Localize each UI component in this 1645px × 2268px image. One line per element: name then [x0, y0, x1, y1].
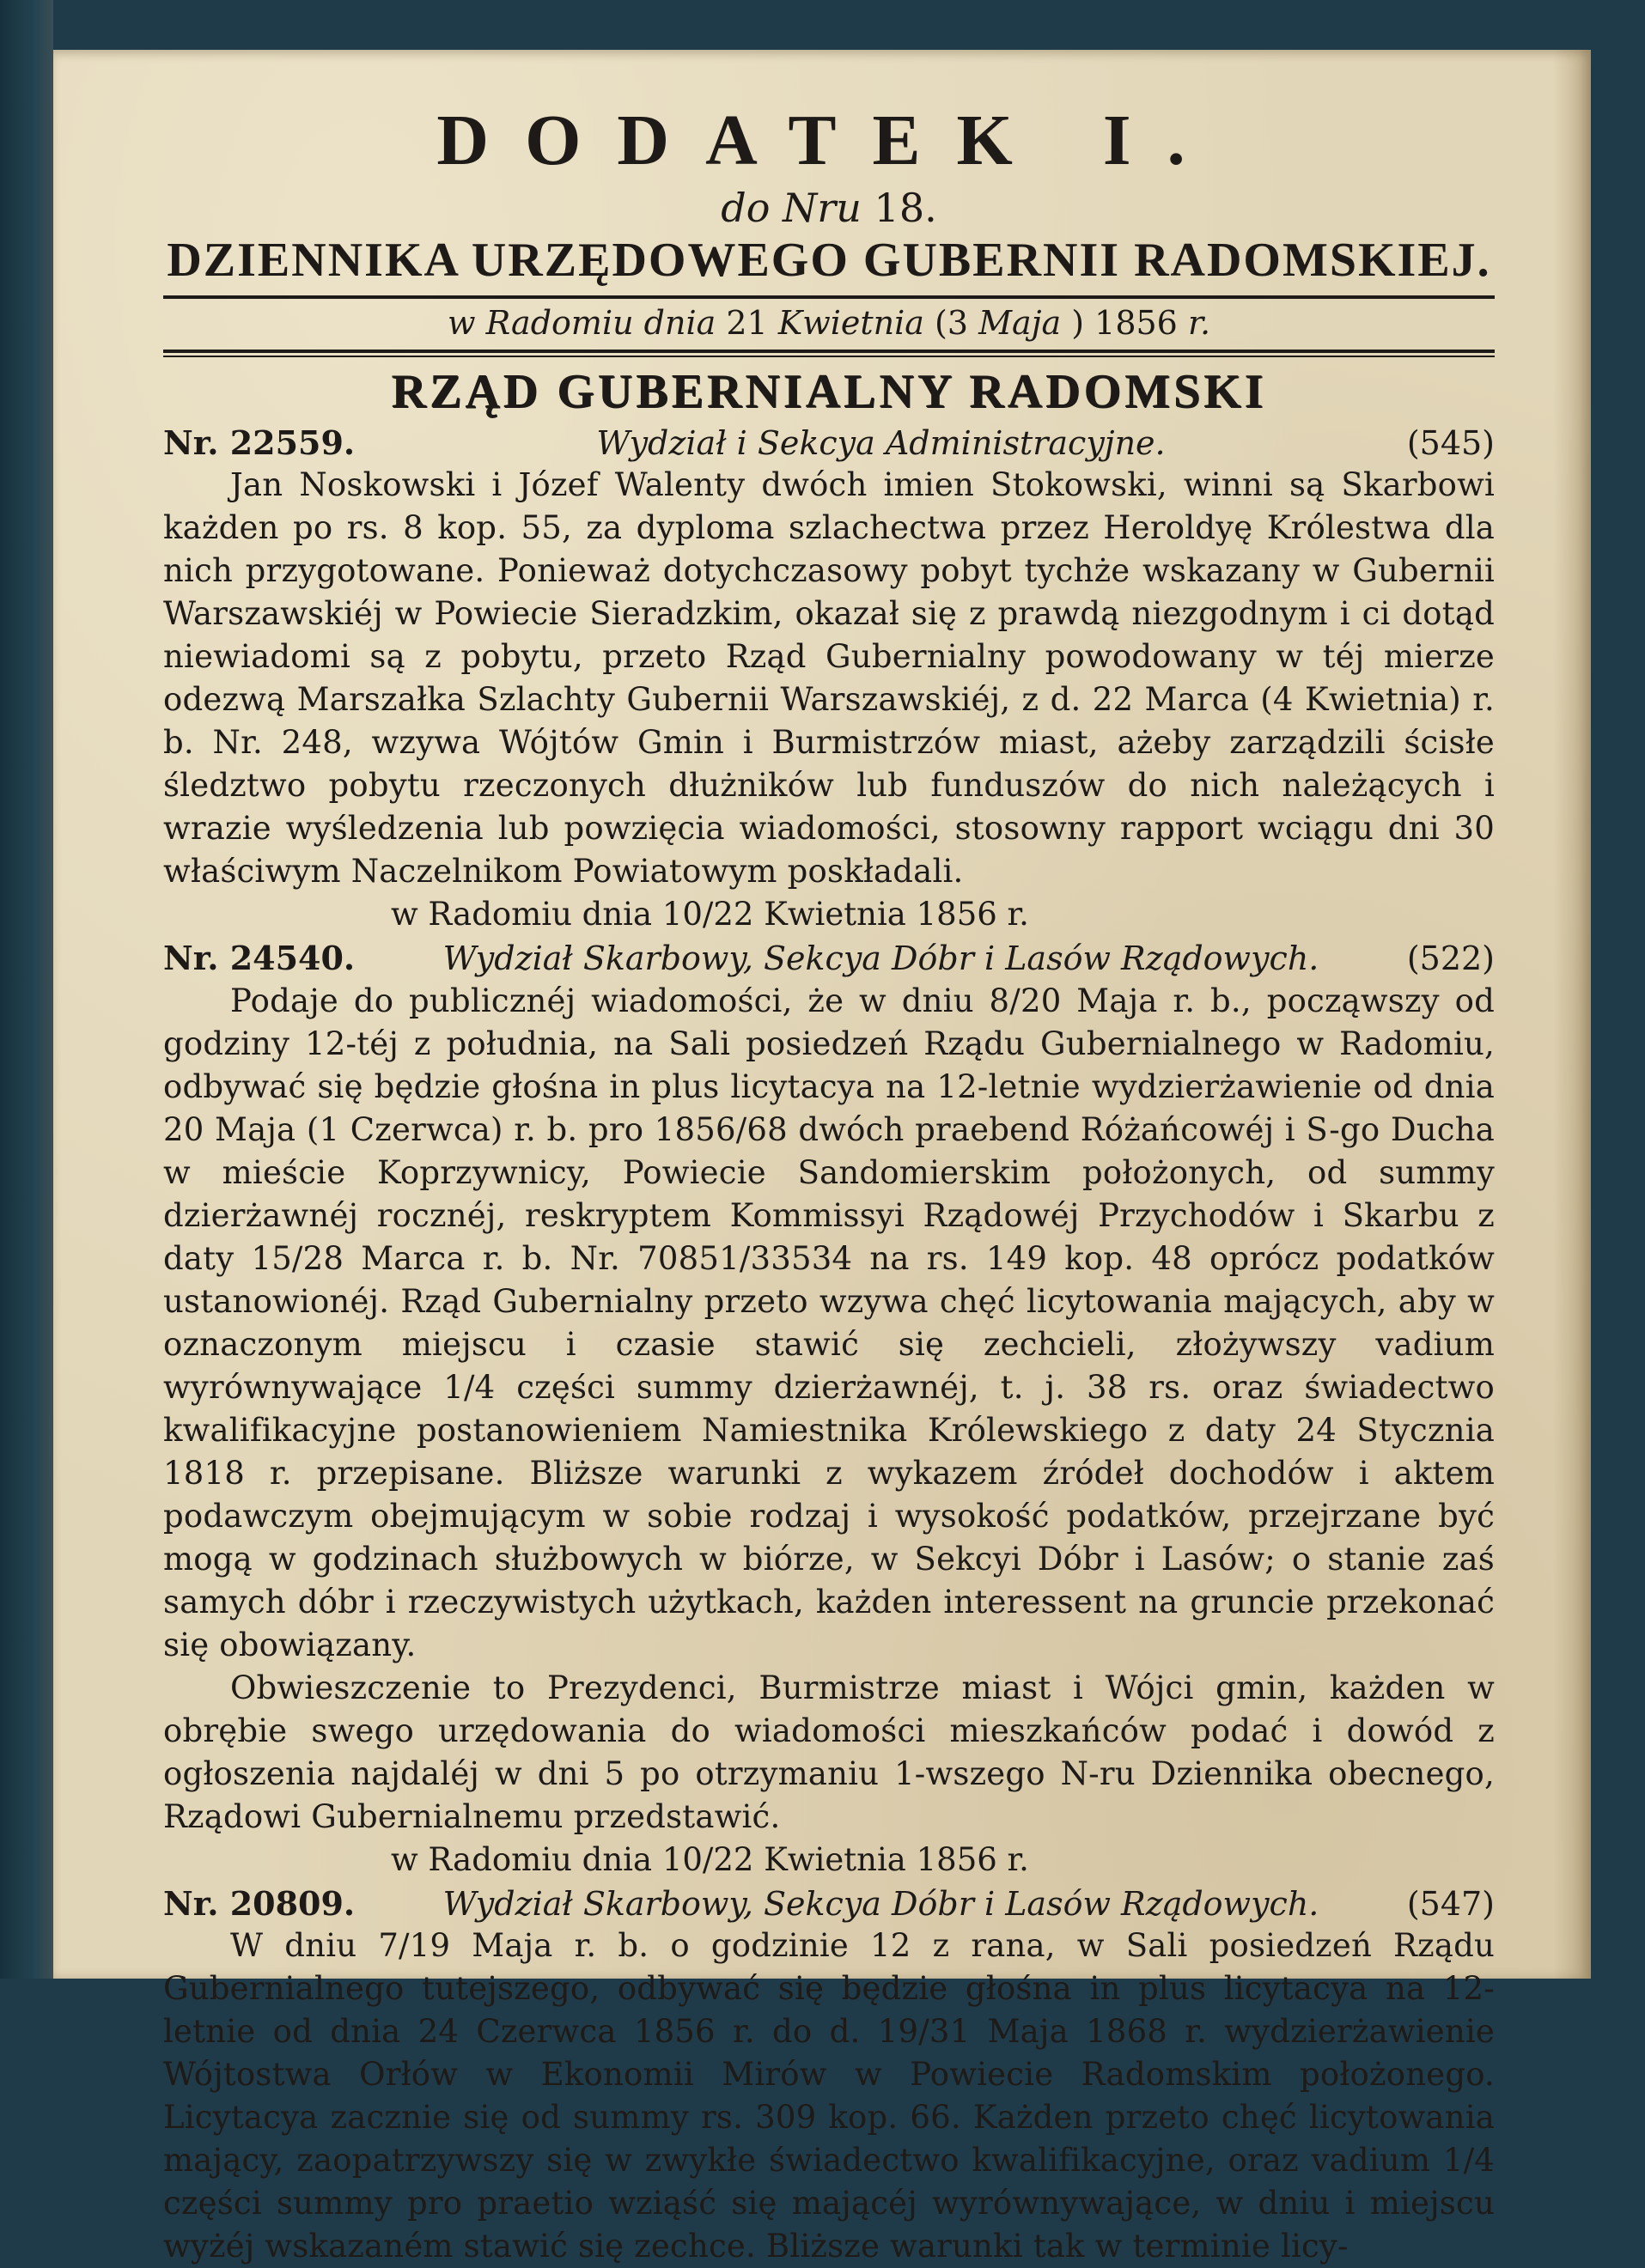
notice-place-date: w Radomiu dnia 10/22 Kwietnia 1856 r.	[391, 896, 1029, 933]
dateline-day: 21	[726, 303, 768, 342]
issue-dateline	[163, 304, 1495, 344]
page-content	[163, 101, 1495, 2268]
dateline-suffix: r.	[1187, 303, 1211, 342]
notice-reference: (547)	[1406, 1884, 1495, 1923]
notice-paragraph: Obwieszczenie to Prezydenci, Burmistrze miast i Wójci gmin, każden w obrębie swego urzędowania do wiadomości mieszkańców podać i dowód z ogłoszenia najdaléj w dni 5 po otrzymaniu 1-wszego N-ru Dziennika obecnego, Rządowi Gubernialnemu przedstawić.	[163, 1669, 1495, 1835]
notice-place-date: w Radomiu dnia 10/22 Kwietnia 1856 r.	[391, 1840, 1029, 1878]
issue-prefix: do Nru	[721, 185, 862, 232]
book-spine	[0, 0, 53, 1979]
notice-number: Nr. 22559.	[163, 423, 356, 462]
notice	[163, 1883, 1495, 2268]
dateline-year: ) 1856	[1071, 303, 1178, 342]
issue-number: 18.	[874, 185, 937, 232]
notice-body	[163, 980, 1495, 1839]
notice-department: Wydział Skarbowy, Sekcya Dóbr i Lasów Rządowych.	[442, 1884, 1319, 1923]
gazette-page	[53, 50, 1591, 2265]
notice-body	[163, 464, 1495, 893]
notice-paragraph: W dniu 7/19 Maja r. b. o godzinie 12 z rana, w Sali posiedzeń Rządu Gubernialnego tutejszego, odbywać się będzie głośna in plus licytacya na 12-letnie od dnia 24 Czerwca 1856 r. do d. 19/31 Maja 1868 r. wydzierżawienie Wójtostwa Orłów w Ekonomii Mirów w Powiecie Radomskim położonego. Licytacya zacznie się od summy rs. 309 kop. 66. Każden przeto chęć licytowania mający, zaopatrzywszy się w zwykłe świadectwo kwalifikacyjne, oraz vadium 1/4 części summy pro praetio wziąść się mającéj wyrównywające, w dniu i miejscu wyżéj wskazaném stawić się zechce. Bliższe warunki tak w terminie licy-	[163, 1927, 1495, 2265]
issue-number-line	[163, 185, 1495, 231]
notice-reference: (522)	[1406, 939, 1495, 978]
supplement-title: DODATEK I.	[436, 100, 1222, 180]
notice-department: Wydział Skarbowy, Sekcya Dóbr i Lasów Rządowych.	[442, 939, 1319, 978]
masthead-rule-bottom	[163, 350, 1495, 353]
notice-number: Nr. 20809.	[163, 1883, 356, 1923]
notice-body	[163, 1924, 1495, 2268]
notice-number: Nr. 24540.	[163, 939, 356, 978]
dateline-alt-day: (3	[935, 303, 969, 342]
notice	[163, 938, 1495, 1882]
section-heading: RZĄD GUBERNIALNY RADOMSKI	[391, 365, 1267, 419]
notice-paragraph: Podaje do publicznéj wiadomości, że w dniu 8/20 Maja r. b., począwszy od godziny 12-téj z południa, na Sali posiedzeń Rządu Gubernialnego w Radomiu, odbywać się będzie głośna in plus licytacya na 12-letnie wydzierżawienie od dnia 20 Maja (1 Czerwca) r. b. pro 1856/68 dwóch praebend Różańcowéj i S-go Ducha w mieście Koprzywnicy, Powiecie Sandomierskim położonych, od summy dzierżawnéj rocznéj, reskryptem Kommissyi Rządowéj Przychodów i Skarbu z daty 15/28 Marca r. b. Nr. 70851/33534 na rs. 149 kop. 48 oprócz podatków ustanowionéj. Rząd Gubernialny przeto wzywa chęć licytowania mających, aby w oznaczonym miejscu i czasie stawić się zechcieli, złożywszy vadium wyrównywające 1/4 części summy dzierżawnéj, t. j. 38 rs. oraz świadectwo kwalifikacyjne postanowieniem Namiestnika Królewskiego z daty 24 Stycznia 1818 r. przepisane. Bliższe warunki z wykazem źródeł dochodów i aktem podawczym obejmującym w sobie rodzaj i wysokość podatków, przejrzane być mogą w godzinach służbowych w biórze, w Sekcyi Dóbr i Lasów; o stanie zaś samych dóbr i rzeczywistych użytkach, każden interessent na gruncie przekonać się obowiązany.	[163, 982, 1495, 1663]
notice-header	[163, 423, 1495, 465]
notice-header	[163, 1883, 1495, 1925]
notice-header	[163, 938, 1495, 980]
notice-paragraph: Jan Noskowski i Józef Walenty dwóch imien Stokowski, winni są Skarbowi każden po rs. 8 kop. 55, za dyploma szlachectwa przez Heroldyę Królestwa dla nich przygotowane. Ponieważ dotychczasowy pobyt tychże wskazany w Gubernii Warszawskiéj w Powiecie Sieradzkim, okazał się z prawdą niezgodnym i ci dotąd niewiadomi są z pobytu, przeto Rząd Gubernialny powodowany w téj mierze odezwą Marszałka Szlachty Gubernii Warszawskiéj, z d. 22 Marca (4 Kwietnia) r. b. Nr. 248, wzywa Wójtów Gmin i Burmistrzów miast, ażeby zarządzili ścisłe śledztwo pobytu rzeczonych dłużników lub funduszów do nich należących i wrazie wyśledzenia lub powzięcia wiadomości, stosowny rapport wciągu dni 30 właściwym Naczelnikom Powiatowym poskładali.	[163, 466, 1495, 891]
masthead-rule-thin	[163, 356, 1495, 357]
dateline-alt-month: Maja	[978, 303, 1062, 342]
dateline-month: Kwietnia	[777, 303, 924, 342]
dateline-place: w Radomiu dnia	[447, 303, 716, 342]
journal-title: DZIENNIKA URZĘDOWEGO GUBERNII RADOMSKIEJ.	[167, 234, 1491, 288]
masthead-rule-top	[163, 295, 1495, 299]
notice-department: Wydział i Sekcya Administracyjne.	[596, 423, 1166, 462]
notice	[163, 423, 1495, 937]
notice-reference: (545)	[1406, 423, 1495, 462]
page-edge-shadow	[1553, 50, 1591, 1979]
